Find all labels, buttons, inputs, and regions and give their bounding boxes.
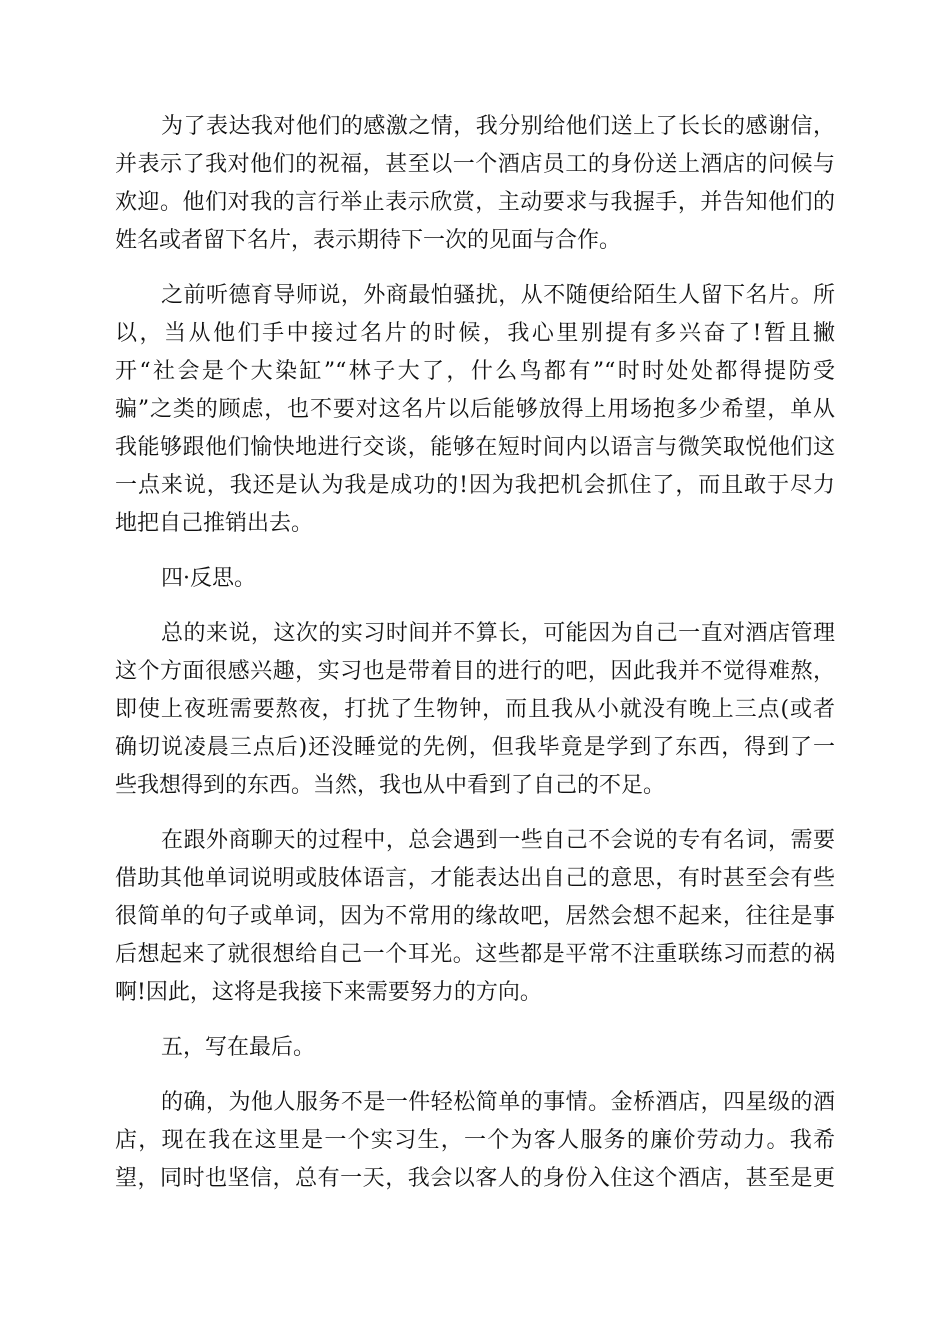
text-line: 欢迎。他们对我的言行举止表示欣赏，主动要求与我握手，并告知他们的 [115, 190, 835, 215]
text-line: 以，当从他们手中接过名片的时候，我心里别提有多兴奋了!暂且撇 [115, 321, 835, 346]
paragraph-summary [115, 615, 835, 805]
text-line: 借助其他单词说明或肢体语言，才能表达出自己的意思，有时甚至会有些 [115, 866, 835, 891]
paragraph-business-cards [115, 277, 835, 543]
paragraph-conclusion [115, 1084, 835, 1198]
section-heading: 五，写在最后。 [161, 1035, 316, 1060]
paragraph-thank-you-letters [115, 108, 835, 260]
text-line: 骗”之类的顾虑，也不要对这名片以后能够放得上用场抱多少希望，单从 [115, 397, 835, 422]
text-line: 这个方面很感兴趣，实习也是带着目的进行的吧，因此我并不觉得难熬， [115, 659, 835, 684]
paragraph-shortcomings [115, 822, 835, 1012]
text-line: 店，现在我在这里是一个实习生，一个为客人服务的廉价劳动力。我希 [115, 1128, 835, 1153]
text-line: 的确，为他人服务不是一件轻松简单的事情。金桥酒店，四星级的酒 [161, 1090, 835, 1115]
text-line: 地把自己推销出去。 [115, 511, 314, 536]
text-line: 总的来说，这次的实习时间并不算长，可能因为自己一直对酒店管理 [161, 621, 835, 646]
section-heading: 四·反思。 [161, 566, 256, 591]
text-line: 啊!因此，这将是我接下来需要努力的方向。 [115, 980, 542, 1005]
text-line: 望，同时也坚信，总有一天，我会以客人的身份入住这个酒店，甚至是更 [115, 1166, 835, 1191]
section-heading-closing [115, 1029, 835, 1067]
section-heading-reflection [115, 560, 835, 598]
text-line: 并表示了我对他们的祝福，甚至以一个酒店员工的身份送上酒店的问候与 [115, 152, 835, 177]
text-line: 在跟外商聊天的过程中，总会遇到一些自己不会说的专有名词，需要 [161, 828, 835, 853]
text-line: 即使上夜班需要熬夜，打扰了生物钟，而且我从小就没有晚上三点(或者 [115, 697, 835, 722]
text-line: 开“社会是个大染缸”“林子大了，什么鸟都有”“时时处处都得提防受 [115, 359, 835, 384]
text-line: 为了表达我对他们的感激之情，我分别给他们送上了长长的感谢信， [161, 114, 835, 139]
text-line: 姓名或者留下名片，表示期待下一次的见面与合作。 [115, 228, 622, 253]
text-line: 之前听德育导师说，外商最怕骚扰，从不随便给陌生人留下名片。所 [161, 283, 835, 308]
text-line: 一点来说，我还是认为我是成功的!因为我把机会抓住了，而且敢于尽力 [115, 473, 835, 498]
document-body [115, 108, 835, 1215]
text-line: 确切说凌晨三点后)还没睡觉的先例，但我毕竟是学到了东西，得到了一 [115, 735, 835, 760]
text-line: 我能够跟他们愉快地进行交谈，能够在短时间内以语言与微笑取悦他们这 [115, 435, 835, 460]
text-line: 后想起来了就很想给自己一个耳光。这些都是平常不注重联练习而惹的祸 [115, 942, 835, 967]
text-line: 些我想得到的东西。当然，我也从中看到了自己的不足。 [115, 773, 666, 798]
text-line: 很简单的句子或单词，因为不常用的缘故吧，居然会想不起来，往往是事 [115, 904, 835, 929]
